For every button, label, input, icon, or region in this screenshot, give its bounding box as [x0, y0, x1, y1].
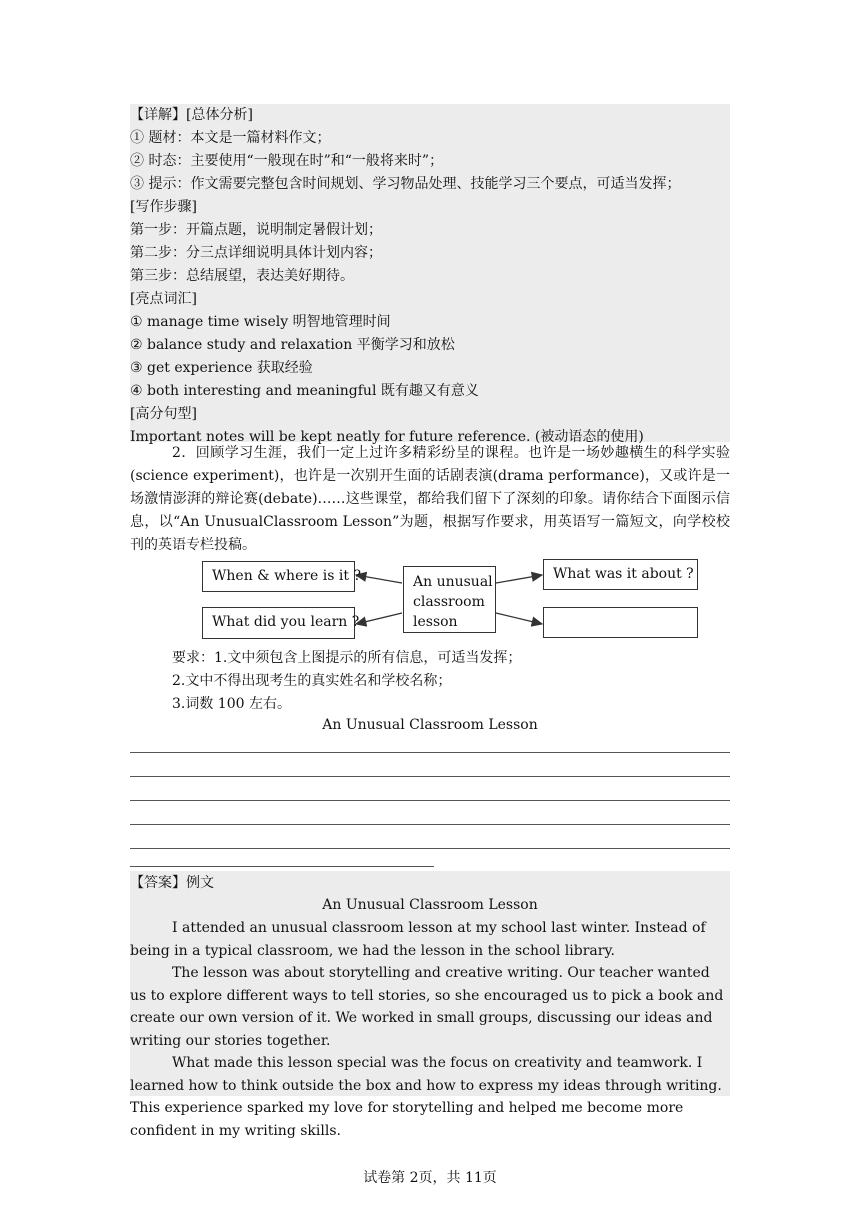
question-body: 2．回顾学习生涯，我们一定上过许多精彩纷呈的课程。也许是一场妙趣横生的科学实验(science experiment)，也许是一次别开生面的话剧表演(drama performance)，又或许是一场激情澎湃的辩论赛(debate)……这些课堂，都给我们留下了深刻的印象。请你结合下面图示信息，以“An UnusualClassroom Lesson”为题，根据写作要求，用英语写一篇短文，向学校校刊的英语专栏投稿。	[130, 445, 730, 553]
answer-line[interactable]	[130, 752, 730, 753]
vocab-header: [亮点词汇]	[130, 291, 197, 307]
step-item: 第一步：开篇点题，说明制定暑假计划；	[130, 222, 382, 238]
steps-header: [写作步骤]	[130, 199, 197, 215]
arrow-left-bottom	[356, 613, 402, 624]
arrow-right-bottom	[496, 613, 542, 624]
diagram-box-left-bottom	[202, 607, 360, 639]
vocab-item: ② balance study and relaxation 平衡学习和放松	[130, 337, 455, 353]
answer-line-short[interactable]	[130, 866, 434, 867]
answer-paragraph: I attended an unusual classroom lesson at my school last winter. Instead of being in a typical classroom, we had the lesson in the school library.	[130, 920, 706, 959]
box-label: What did you learn ?	[212, 614, 360, 630]
answer-line[interactable]	[130, 848, 730, 849]
requirement-item: 要求：1.文中须包含上图提示的所有信息，可适当发挥；	[172, 650, 522, 666]
analysis-header: 【详解】[总体分析]	[130, 107, 253, 123]
sentence-header: [高分句型]	[130, 406, 197, 422]
diagram-box-center	[403, 566, 496, 633]
analysis-item: ① 题材：本文是一篇材料作文；	[130, 130, 331, 146]
diagram-box-left-top	[202, 561, 361, 592]
requirement-item: 2.文中不得出现考生的真实姓名和学校名称；	[172, 673, 452, 689]
answer-paragraph: What made this lesson special was the focus on creativity and teamwork. I learned how to think outside the box and how to express my ideas through writing. This experience sparked my love for storytelling and helped me become more confident in my writing skills.	[130, 1055, 722, 1139]
vocab-item: ① manage time wisely 明智地管理时间	[130, 314, 391, 330]
answer-line[interactable]	[130, 824, 730, 825]
diagram-box-right-bottom-empty	[543, 607, 698, 638]
box-label: What was it about ?	[553, 566, 694, 582]
box-label: When & where is it ?	[212, 568, 361, 584]
vocab-item: ④ both interesting and meaningful 既有趣又有意义	[130, 383, 479, 399]
question-text	[130, 442, 730, 557]
step-item: 第二步：分三点详细说明具体计划内容；	[130, 245, 382, 261]
answer-body	[130, 917, 730, 1142]
answer-paragraph: The lesson was about storytelling and creative writing. Our teacher wanted us to explore different ways to tell stories, so she encouraged us to pick a book and create our own version of it. We worked in small groups, discussing our ideas and writing our stories together.	[130, 965, 724, 1049]
essay-title: An Unusual Classroom Lesson	[322, 717, 538, 733]
vocab-item: ③ get experience 获取经验	[130, 360, 313, 376]
center-label-line: classroom	[413, 594, 485, 610]
analysis-item: ② 时态：主要使用“一般现在时”和“一般将来时”；	[130, 153, 444, 169]
diagram-box-right-top	[543, 559, 698, 590]
analysis-item: ③ 提示：作文需要完整包含时间规划、学习物品处理、技能学习三个要点，可适当发挥；	[130, 176, 681, 192]
center-label-line: An unusual	[413, 574, 493, 590]
requirement-item: 3.词数 100 左右。	[172, 696, 291, 712]
arrow-left-top	[356, 575, 402, 583]
step-item: 第三步：总结展望，表达美好期待。	[130, 268, 354, 284]
sentence-example: Important notes will be kept neatly for future reference. (被动语态的使用)	[130, 429, 644, 445]
answer-title: An Unusual Classroom Lesson	[322, 897, 538, 913]
page-footer: 试卷第 2页，共 11页	[363, 1170, 497, 1186]
answer-header: 【答案】例文	[130, 875, 214, 891]
center-label-line: lesson	[413, 614, 458, 630]
answer-line[interactable]	[130, 776, 730, 777]
answer-line[interactable]	[130, 800, 730, 801]
arrow-right-top	[496, 575, 542, 583]
